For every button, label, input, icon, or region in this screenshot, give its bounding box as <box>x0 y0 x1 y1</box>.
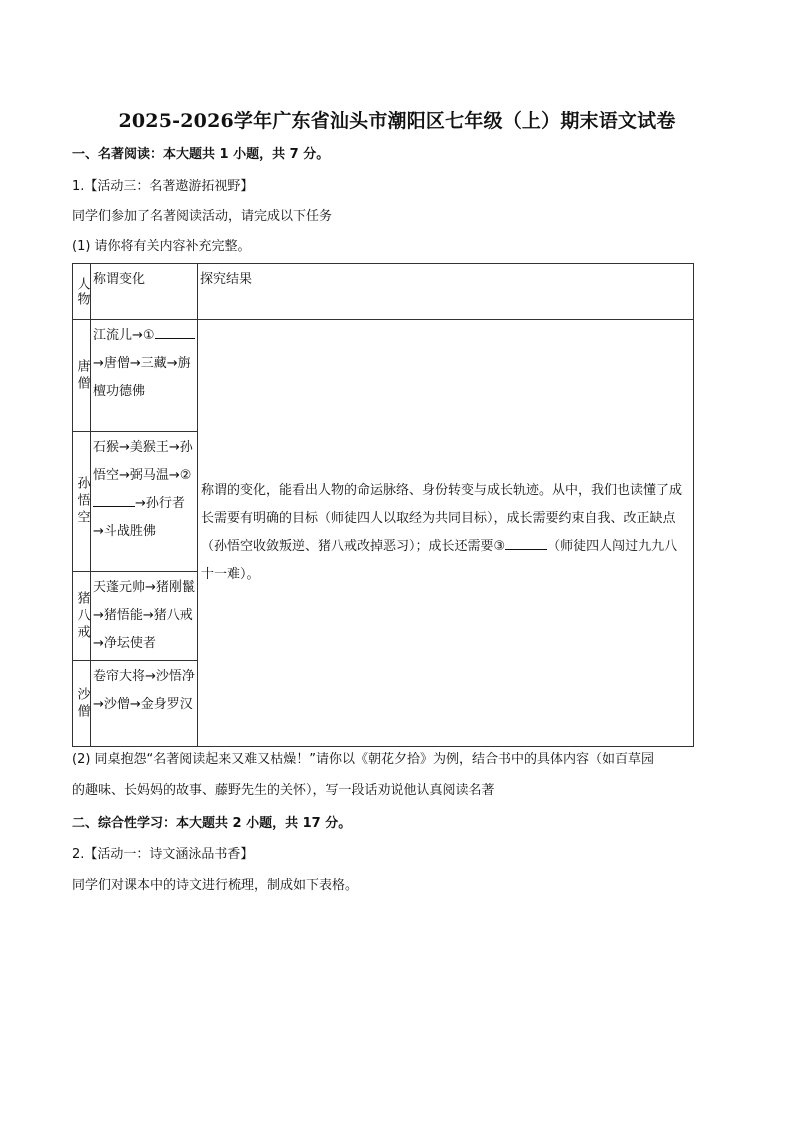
section1-heading: 一、名著阅读：本大题共 1 小题，共 7 分。 <box>72 147 330 162</box>
q1-sub2-line2: 的趣味、长妈妈的故事、藤野先生的关怀），写一段话劝说他认真阅读名著 <box>72 783 495 798</box>
titles-part-b: →唐僧→三藏→旃檀功德佛 <box>93 356 191 399</box>
answer-blank-3[interactable] <box>505 535 547 550</box>
table-row <box>73 320 694 432</box>
row-titles <box>91 432 198 572</box>
q1-sub1: (1) 请你将有关内容补充完整。 <box>72 239 251 254</box>
titles-part-b: →孙行者→斗战胜佛 <box>93 496 185 539</box>
header-titles: 称谓变化 <box>91 264 198 320</box>
name-change-table <box>72 263 694 747</box>
answer-blank-2[interactable] <box>93 492 135 507</box>
header-person: 人物 <box>73 264 91 320</box>
answer-blank-1[interactable] <box>155 324 195 339</box>
titles-part-a: 石猴→美猴王→孙悟空→弼马温→② <box>93 440 193 483</box>
result-text-b: （师徒四人闯过九九八十一难）。 <box>201 539 678 582</box>
row-name: 猪八戒 <box>73 572 91 661</box>
q1-intro: 同学们参加了名著阅读活动，请完成以下任务 <box>72 209 333 224</box>
row-name: 唐僧 <box>73 320 91 432</box>
section2-heading: 二、综合性学习：本大题共 2 小题，共 17 分。 <box>72 816 352 831</box>
q1-label: 1.【活动三：名著遨游拓视野】 <box>72 179 254 194</box>
row-titles: 卷帘大将→沙悟净→沙僧→金身罗汉 <box>91 661 198 747</box>
q2-intro: 同学们对课本中的诗文进行梳理，制成如下表格。 <box>72 878 359 893</box>
table-header-row <box>73 264 694 320</box>
exam-title: 2025-2026学年广东省汕头市潮阳区七年级（上）期末语文试卷 <box>118 110 676 132</box>
result-text-a: 称谓的变化，能看出人物的命运脉络、身份转变与成长轨迹。从中，我们也读懂了成长需要有明确的目标（师徒四人以取经为共同目标），成长需要约束自我、改正缺点（孙悟空收敛叛逆、猪八戒改掉恶习）；成长还需要③ <box>201 483 683 554</box>
titles-part-a: 江流儿→① <box>93 328 155 343</box>
header-result: 探究结果 <box>198 264 694 320</box>
row-titles <box>91 320 198 432</box>
row-titles: 天蓬元帅→猪刚鬣→猪悟能→猪八戒→净坛使者 <box>91 572 198 661</box>
q2-label: 2.【活动一：诗文涵泳品书香】 <box>72 847 254 862</box>
row-name: 孙悟空 <box>73 432 91 572</box>
result-cell <box>198 320 694 747</box>
row-name: 沙僧 <box>73 661 91 747</box>
q1-sub2-line1: (2) 同桌抱怨“名著阅读起来又难又枯燥！”请你以《朝花夕拾》为例，结合书中的具体内容（如百草园 <box>72 752 655 767</box>
